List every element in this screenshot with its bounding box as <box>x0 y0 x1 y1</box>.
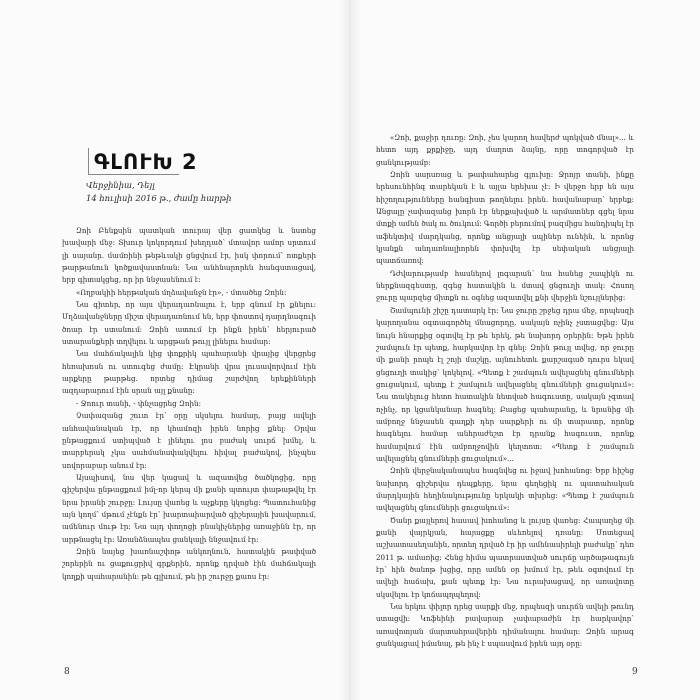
paragraph: Նա երկու փիլոր դրեց սարքի մեջ, որպեսզի սուրճն ավելի թունդ ստացվի: Կոֆեինի բավարար չափաբաժին էր հարկավոր՝ առավոտյան մարտահրավերին դիմանալու համար: Զոին արագ ցանկացավ իմանալ, թե ինչ է սպասվում իրեն այդ օրը: <box>376 602 634 649</box>
paragraph: Այսպիսով, նա վեր կացավ և ազատվեց ծածկոցից, որը գիշերվա ընթացքում իմլ-որ կերպ մի քանի պտույտ փաթաթվել էր նրա իրանի շուրջը: Լույսը վառեց և աչքերը կկոցեց: Պատուհանից այն կողմ՝ մթում չէնքն էր՝ խարտաիարված գիշերային խավարում, ամենուր մութ էր: Նա այդ փողոցի բնակիչներից առաջինն էր, որ արթնացել էր: Առանձնապես ցանկալի ննջավում էր: <box>62 472 316 544</box>
page-number-left: 8 <box>64 667 70 677</box>
paragraph: Նա մահճակալին կից փոքրիկ պահարանի վրայից վերցրեց հեռախոսն ու ստուգեց ժամը: Էկրանի վրա լուսավորվում էին արքերը թարթեց. որտեց դիմաց շարժվող երեքինների ազդարարում էին սրան այլ քնանը: <box>62 349 316 396</box>
chapter-location: Վերջինիա, Դեյլ <box>86 180 155 190</box>
chapter-title: ԳԼՈՒԽ 2 <box>94 150 198 174</box>
paragraph: Նա գիտեր, որ այս վերադառնալու է, երբ գնում էր քնելու: Մղձավանջները միշտ վերադառնում են, երբ փոստով դարդնագուի ծոար էր ստանում: Զոին ատում էր ինքն իրեն՝ հերյուրած ստարանքերի տղվելու և արցթան թույլ լինելու համար: <box>62 300 316 347</box>
left-page-body <box>62 225 316 583</box>
paragraph: «Ողբակիի հերթական մղձավանջն էր», - մտածեց Զոին: <box>76 287 287 297</box>
right-page <box>350 0 700 700</box>
paragraph: Դժվարությամբ հասնելով լոգարան՝ նա հանեց շապիկն ու ներքնազգեստը, զգեց հատակին և մտավ ցնցուղի տակ: Հոսող ջուրը պարզեց միտքն ու օգնեց ազատվել քնի վերջին նշույլներից: <box>376 268 634 303</box>
right-page-body <box>376 132 634 650</box>
chapter-date: 14 հուլիսի 2016 թ., ժամը հարթի <box>86 193 232 203</box>
book-gutter-shadow <box>338 0 362 700</box>
paragraph: Շամպունի շիշը դատարկ էր: Նա ջուրը շրջեց դրա մեջ, որպեսզի կարողանա օգտագործել մնացորդը, սակայն ոչինչ չստացվեց: Այս նույն հնարքից օգտվել էր թե երեկ, թե նախորդ օրերին: Եթե իրեն շամպուն էր պետք, հարկավոր էր գնել: Զոին թույլ տվեց, որ ջուրը մի քանի րոպե էլ շոյի մաշկը, այնուհետև քարշագած դուրս եկավ ցնցուղի տակից՝ կոկելով. «Պետք է շամպուն ավելացնել գնումների ցուցակում, պետք է շամպուն ավելացնել գնումների ցուցակում»: Նա տակելուց հետո հատակին նետված հագուստը, սակայն չգտավ ոչինչ, որ կցանկանար հագնել: Բացեց պահարանը, և նրանից մի ամբողջ ննջասեն գաղքի դեր սարքերի ու մի տարատր, որոնք հագնելու համար անհրաժեշտ էր դրանք հագուստ, որոնք համարվում էին ամբողջովին կեղտոտ: «Պետք է շամպուն ավելացնել գնումների ցուցակում»... <box>376 305 634 463</box>
paragraph: Զոին վերջնականապես հագնվեց ու իջավ խոհանոց: Երբ հիշեց նախորդ գիշերվա դեպքերը, նրա գեղեցիկ ու պատահական մարդկային հեղինակությունը երկակի տխրեց: «Պետք է շամպուն ավելացնել գնումների ցուցակում»: <box>376 466 634 513</box>
paragraph: Չափազանց շուտ էր՝ օրը սկսելու համար, բայց ավելի անհավանական էր, որ կհամոզի իրեն նորից քնել: Օրվա ընթացքում ստիպված է լինելու լոս բաժակ սուրճ խմել, և տարբերակ չկա սահմանափակվելու հիվալ բաժակով, ինչպես սովորաբար անում էր: <box>62 411 316 470</box>
page-number-right: 9 <box>632 667 638 677</box>
paragraph: Զոին սարսռաց և թափահարեց գլուխը: Ջրոյր տանի, ինքը երեսունհինգ տարեկան է և այլա երեխա չէ: Ի վերջո երբ են այս հիշողությունները հանգիստ թողնելու իրեն. հավանաբար՝ երբեք: Անցալը չափազանց խորն էր ներքախված և արմատներ գցել նրա մտքի ամեն ծակ ու ծուկում: Գործի բերումով բազմիցս հանդիպել էր աֆեկտիվ մարդկանց, որոնք անցյալի սպիներ ունեին, և որոնց կյանքն անդառնալիորեն փոխվել էր սեփական անցյալի պատճառով: <box>376 170 634 266</box>
paragraph: «Զոի, քաջիր դուռը: Զոի, չես կարող հավերժ պոկված մնալ»... և հետո այդ քրքիջը, այդ մաղոտ ձայնը, որը տոգորված էր ցանկությամբ: <box>376 133 634 167</box>
paragraph: - Ջոուր տանի, - փնչացրեց Զոին: <box>76 398 202 408</box>
paragraph: Ծանր քայլերով հասավ խոհանոց և լույսը վառեց: Հապաղեց մի քանի վայրկյան, հայացքը սևեռելով դռանը: Մոտեցավ աշխատասեղանին, որտեղ դրված էր իր ամենասիրելի բաժակը՝ դեռ 2011 թ. ամառից: Հենց հիմա պատրաստված սուրճը արծաթագույն էր՝ հին ծանոթ խցից, որը ամեն օր խմում էր, թեև օգտվում էր ավելի հաճախ, քան պետք էր: Նա ուրախացավ, որ առավոտը սկսվելու էր կոճապղպեղով: <box>376 515 634 599</box>
paragraph: Զոին նայեց խառնաշփոթ անկողնուն, հատակին թափված շորերին ու ցաքուցրիվ գրքերին, որոնք դրված էին մահճակալի կողքի պահարանին: թե գլխում, թե իր շուրջը քաոս էր: <box>62 546 316 581</box>
paragraph: Զոի Բենքսին պատկան տուրայ վեր ցատկեց և նստեց խավարի մեջ: Տխուր կոկորդում խեղդած՝ մտավոր ամոր սրտում լի սայանր. մամռինի թեթևակի ցնցվում էր, իսկ փորում՝ ոտքերի թարթանուն կոծքավաստնան: Նա անհնարորեն հանգստացավ, երբ գիտակցեց, որ իր ննջասենում է: <box>62 226 316 285</box>
